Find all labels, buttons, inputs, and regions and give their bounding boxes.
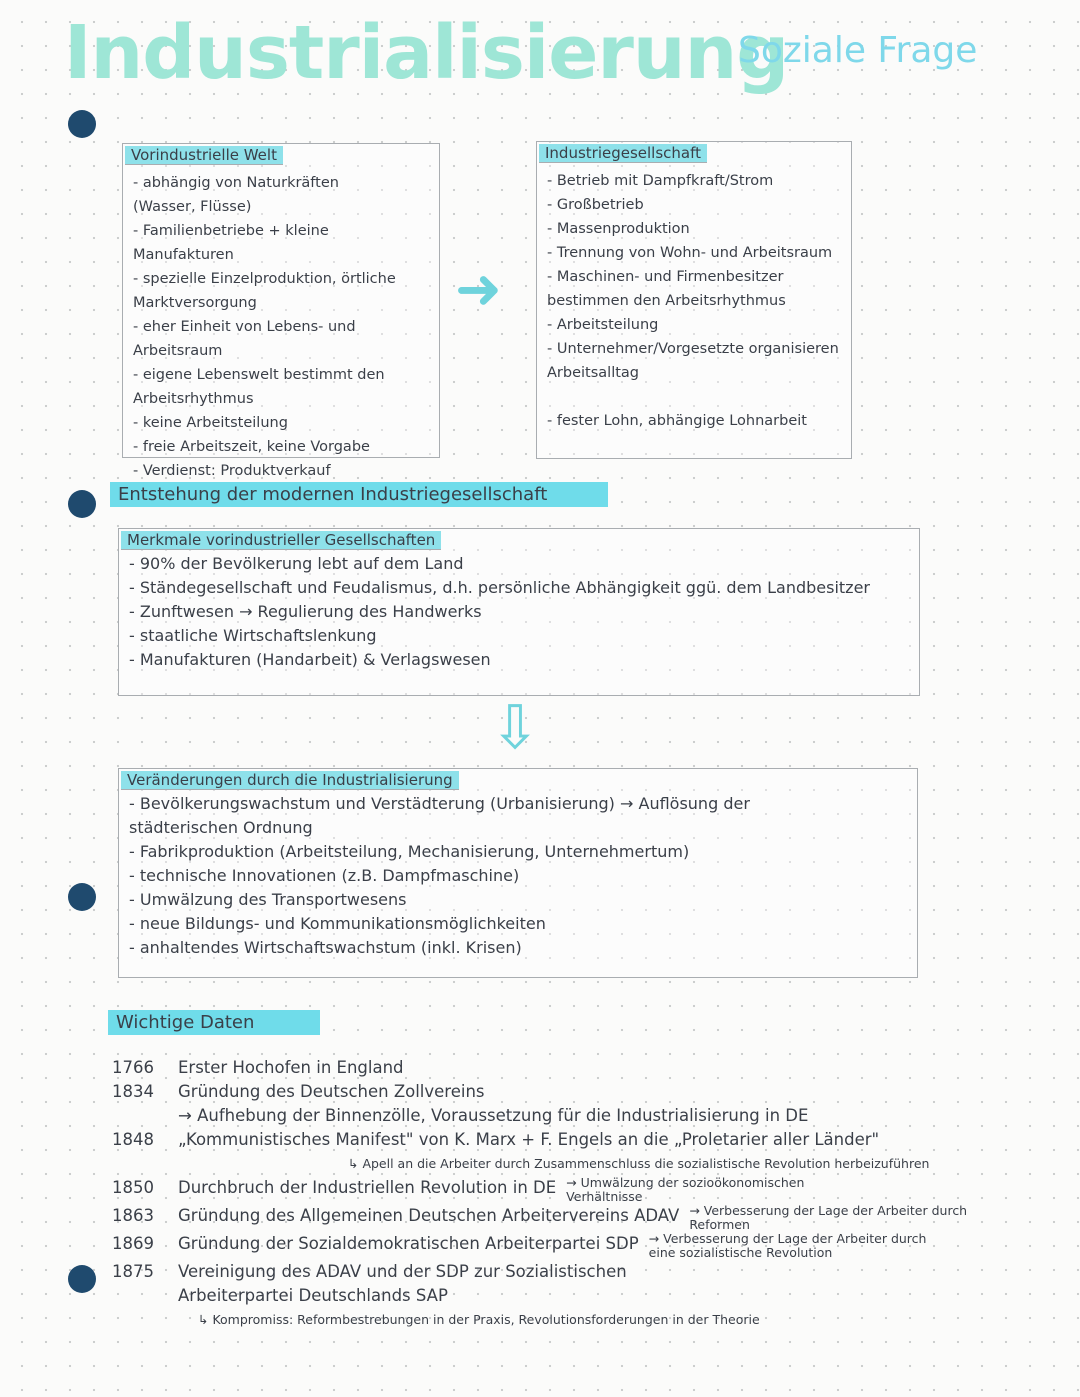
date-year: 1850: [112, 1178, 154, 1197]
date-text: Erster Hochofen in England: [178, 1058, 404, 1077]
date-consequence: → Verbesserung der Lage der Arbeiter durch Reformen: [689, 1203, 968, 1232]
list-item: - neue Bildungs- und Kommunikationsmöglichkeiten: [129, 914, 546, 933]
box-heading: Veränderungen durch die Industrialisierung: [121, 771, 459, 790]
box-merkmale: [118, 528, 920, 696]
list-item: - Großbetrieb: [547, 197, 644, 213]
list-item: Arbeitsrhythmus: [133, 391, 254, 407]
arrow-down-icon: ⇩: [490, 693, 541, 763]
binder-hole: [68, 883, 96, 911]
date-text: Gründung des Deutschen Zollvereins: [178, 1082, 485, 1101]
date-year: [112, 1308, 178, 1332]
date-text: Arbeiterpartei Deutschlands SAP: [178, 1286, 448, 1305]
date-row: [112, 1260, 989, 1284]
list-item: - Bevölkerungswachstum und Verstädterung (Urbanisierung) → Auflösung der: [129, 794, 750, 813]
list-item: Arbeitsalltag: [547, 365, 639, 381]
arrow-right-icon: ➜: [455, 257, 502, 322]
list-item: - 90% der Bevölkerung lebt auf dem Land: [129, 554, 464, 573]
date-year: 1875: [112, 1262, 154, 1281]
list-item: städterischen Ordnung: [129, 818, 313, 837]
date-year: [112, 1104, 178, 1128]
list-item: - Ständegesellschaft und Feudalismus, d.h. persönliche Abhängigkeit ggü. dem Landbesitzer: [129, 578, 870, 597]
box-vorindustrielle-welt: [122, 143, 440, 479]
date-year: 1848: [112, 1130, 154, 1149]
date-row: [112, 1176, 989, 1204]
date-text: ↳ Apell an die Arbeiter durch Zusammenschluss die sozialistische Revolution herbeizuführen: [348, 1156, 930, 1171]
date-row: [112, 1284, 989, 1308]
date-text: „Kommunistisches Manifest" von K. Marx + F. Engels an die „Proletarier aller Länder": [178, 1130, 880, 1149]
date-year: 1869: [112, 1234, 154, 1253]
date-row: [112, 1104, 989, 1128]
list-item: - Unternehmer/Vorgesetzte organisieren: [547, 341, 839, 357]
date-row: [112, 1308, 989, 1332]
list-item: - Familienbetriebe + kleine Manufakturen: [133, 223, 329, 263]
list-item: - anhaltendes Wirtschaftswachstum (inkl. Krisen): [129, 938, 522, 957]
list-item: - freie Arbeitszeit, keine Vorgabe: [133, 439, 370, 455]
date-year: 1834: [112, 1082, 154, 1101]
section-heading: Entstehung der modernen Industriegesellschaft: [110, 482, 608, 507]
box-heading: Vorindustrielle Welt: [125, 146, 283, 165]
date-text: Vereinigung des ADAV und der SDP zur Sozialistischen: [178, 1262, 627, 1281]
date-year: 1766: [112, 1058, 154, 1077]
section-heading: Wichtige Daten: [108, 1010, 320, 1035]
binder-hole: [68, 110, 96, 138]
binder-hole: [68, 1265, 96, 1293]
list-item: - fester Lohn, abhängige Lohnarbeit: [547, 413, 807, 429]
list-item: - Fabrikproduktion (Arbeitsteilung, Mechanisierung, Unternehmertum): [129, 842, 690, 861]
list-item: - Verdienst: Produktverkauf: [133, 463, 331, 479]
date-consequence: → Verbesserung der Lage der Arbeiter durch eine sozialistische Revolution: [648, 1231, 927, 1260]
date-row: [112, 1152, 989, 1176]
list-item: - Umwälzung des Transportwesens: [129, 890, 407, 909]
list-item: - eigene Lebenswelt bestimmt den: [133, 367, 385, 383]
date-text: → Aufhebung der Binnenzölle, Voraussetzung für die Industrialisierung in DE: [178, 1106, 809, 1125]
dates-list: [112, 1056, 989, 1332]
date-row: [112, 1128, 989, 1152]
box-heading: Industriegesellschaft: [539, 144, 707, 163]
page-title: Industrialisierung: [64, 10, 789, 96]
list-item: (Wasser, Flüsse): [133, 199, 252, 215]
box-heading: Merkmale vorindustrieller Gesellschaften: [121, 531, 441, 550]
date-text: Durchbruch der Industriellen Revolution in DE: [178, 1178, 557, 1197]
date-year: 1863: [112, 1206, 154, 1225]
box-industriegesellschaft: [536, 141, 852, 459]
date-row: [112, 1056, 989, 1080]
date-year: [112, 1284, 178, 1308]
date-text: ↳ Kompromiss: Reformbestrebungen in der Praxis, Revolutionsforderungen in der Theorie: [198, 1312, 760, 1327]
date-text: Gründung der Sozialdemokratischen Arbeiterpartei SDP: [178, 1234, 639, 1253]
list-item: - staatliche Wirtschaftslenkung: [129, 626, 377, 645]
date-consequence: → Umwälzung der sozioökonomischen Verhältnisse: [566, 1175, 805, 1204]
date-year: [112, 1152, 178, 1176]
list-item: - Zunftwesen → Regulierung des Handwerks: [129, 602, 482, 621]
list-item: - technische Innovationen (z.B. Dampfmaschine): [129, 866, 520, 885]
list-item: - Trennung von Wohn- und Arbeitsraum: [547, 245, 833, 261]
box-veraenderungen: [118, 768, 918, 978]
date-text: Gründung des Allgemeinen Deutschen Arbeitervereins ADAV: [178, 1206, 680, 1225]
list-item: - keine Arbeitsteilung: [133, 415, 288, 431]
list-item: [547, 385, 841, 409]
list-item: - Maschinen- und Firmenbesitzer: [547, 269, 784, 285]
list-item: - abhängig von Naturkräften: [133, 175, 339, 191]
list-item: - Manufakturen (Handarbeit) & Verlagswesen: [129, 650, 491, 669]
list-item: - Betrieb mit Dampfkraft/Strom: [547, 173, 774, 189]
date-row: [112, 1204, 989, 1232]
list-item: bestimmen den Arbeitsrhythmus: [547, 293, 786, 309]
binder-hole: [68, 490, 96, 518]
date-row: [112, 1232, 989, 1260]
list-item: - spezielle Einzelproduktion, örtliche: [133, 271, 396, 287]
list-item: Marktversorgung: [133, 295, 257, 311]
list-item: - Arbeitsteilung: [547, 317, 659, 333]
list-item: - eher Einheit von Lebens- und Arbeitsraum: [133, 319, 356, 359]
page-subtitle: Soziale Frage: [738, 30, 978, 71]
date-row: [112, 1080, 989, 1104]
list-item: - Massenproduktion: [547, 221, 690, 237]
